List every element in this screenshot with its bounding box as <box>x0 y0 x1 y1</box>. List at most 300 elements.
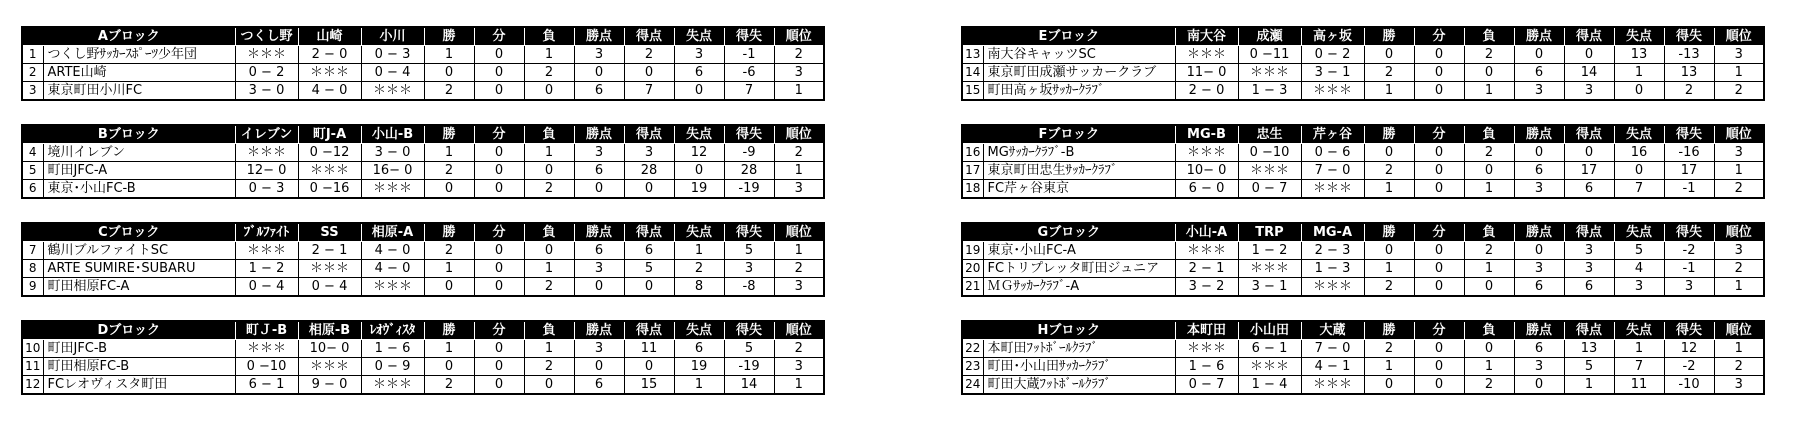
stat-header: 勝 <box>1364 321 1414 340</box>
stat-value: 2 <box>1664 82 1714 101</box>
stat-value: 0 <box>1414 144 1464 162</box>
stat-value: 1 <box>524 260 574 278</box>
team-name: 町田大蔵ﾌｯﾄﾎﾞｰﾙｸﾗﾌﾞ <box>983 376 1175 395</box>
stat-header: 分 <box>1414 27 1464 46</box>
stat-value: -1 <box>1664 260 1714 278</box>
team-name: つくし野ｻｯｶｰｽﾎﾟｰﾂ少年団 <box>43 46 235 64</box>
stat-header: 得失 <box>1664 27 1714 46</box>
stat-value: 2 <box>674 260 724 278</box>
match-score: 4 − 0 <box>298 82 361 101</box>
match-score: 0 −12 <box>298 144 361 162</box>
block-header-row <box>962 223 1764 242</box>
stat-value: 1 <box>1714 162 1764 180</box>
block-table <box>961 222 1765 297</box>
stat-value: 1 <box>1364 358 1414 376</box>
stat-value: 2 <box>424 82 474 101</box>
stat-value: 3 <box>1564 242 1614 260</box>
opponent-header: 相原-A <box>361 223 424 242</box>
team-number: 11 <box>22 358 43 376</box>
stat-value: -19 <box>724 180 774 199</box>
match-score: ＊＊＊ <box>1301 82 1364 101</box>
block-table <box>961 124 1765 199</box>
block-header-row <box>22 27 824 46</box>
match-score: ＊＊＊ <box>1238 260 1301 278</box>
stat-value: 0 <box>474 180 524 199</box>
stat-header: 順位 <box>774 125 824 144</box>
stat-value: 1 <box>524 340 574 358</box>
match-score: ＊＊＊ <box>1175 46 1238 64</box>
match-score: 0 − 3 <box>361 46 424 64</box>
stat-value: 3 <box>1514 82 1564 101</box>
stat-header: 得失 <box>724 321 774 340</box>
stat-value: 2 <box>1714 82 1764 101</box>
team-name: 本町田ﾌｯﾄﾎﾞｰﾙｸﾗﾌﾞ <box>983 340 1175 358</box>
stat-header: 得失 <box>724 125 774 144</box>
opponent-header: TRP <box>1238 223 1301 242</box>
match-score: ＊＊＊ <box>361 82 424 101</box>
match-score: 0 −10 <box>1238 144 1301 162</box>
match-score: 6 − 0 <box>1175 180 1238 199</box>
stat-value: 2 <box>424 376 474 395</box>
opponent-header: 小山-A <box>1175 223 1238 242</box>
stat-header: 分 <box>1414 321 1464 340</box>
stat-value: 6 <box>674 64 724 82</box>
stat-header: 順位 <box>774 321 824 340</box>
stat-value: 6 <box>574 162 624 180</box>
team-number: 21 <box>962 278 983 297</box>
opponent-header: 成瀬 <box>1238 27 1301 46</box>
stat-header: 勝 <box>424 27 474 46</box>
block-title: Dブロック <box>22 321 235 340</box>
match-score: ＊＊＊ <box>298 64 361 82</box>
stat-value: 1 <box>424 340 474 358</box>
stat-value: 0 <box>1464 340 1514 358</box>
team-name: FCトリプレッタ町田ジュニア <box>983 260 1175 278</box>
stat-value: 0 <box>1514 144 1564 162</box>
stat-value: 6 <box>574 376 624 395</box>
stat-value: 0 <box>474 260 524 278</box>
block-title: Eブロック <box>962 27 1175 46</box>
block-header-row <box>962 27 1764 46</box>
stat-value: 6 <box>574 82 624 101</box>
stat-value: 0 <box>1364 46 1414 64</box>
team-number: 10 <box>22 340 43 358</box>
stat-header: 失点 <box>1614 27 1664 46</box>
stat-value: 0 <box>1414 376 1464 395</box>
stat-value: 0 <box>1514 46 1564 64</box>
team-number: 1 <box>22 46 43 64</box>
match-score: 7 − 0 <box>1301 162 1364 180</box>
stat-value: 0 <box>624 278 674 297</box>
team-name: 町田･小山田ｻｯｶｰｸﾗﾌﾞ <box>983 358 1175 376</box>
stat-header: 得点 <box>1564 321 1614 340</box>
stat-value: 0 <box>674 162 724 180</box>
stat-value: 0 <box>1464 278 1514 297</box>
stat-value: -1 <box>1664 180 1714 199</box>
stat-header: 得点 <box>624 27 674 46</box>
match-score: ＊＊＊ <box>235 340 298 358</box>
team-number: 20 <box>962 260 983 278</box>
opponent-header: ﾌﾞﾙﾌｧｲﾄ <box>235 223 298 242</box>
match-score: 7 − 0 <box>1301 340 1364 358</box>
match-score: 0 − 4 <box>235 278 298 297</box>
stat-value: 3 <box>1714 46 1764 64</box>
stat-value: 2 <box>1714 180 1764 199</box>
stat-value: 6 <box>1514 64 1564 82</box>
stat-header: 勝点 <box>574 321 624 340</box>
match-score: 10− 0 <box>1175 162 1238 180</box>
stat-value: 0 <box>474 358 524 376</box>
stat-value: 15 <box>624 376 674 395</box>
team-name: FC芹ヶ谷東京 <box>983 180 1175 199</box>
team-number: 6 <box>22 180 43 199</box>
stat-value: 2 <box>524 278 574 297</box>
match-score: ＊＊＊ <box>1238 358 1301 376</box>
match-score: 6 − 1 <box>235 376 298 395</box>
match-score: ＊＊＊ <box>361 278 424 297</box>
stat-header: 順位 <box>774 27 824 46</box>
match-score: 0 − 7 <box>1238 180 1301 199</box>
stat-value: 6 <box>624 242 674 260</box>
stat-header: 失点 <box>674 125 724 144</box>
team-name: 町田高ヶ坂ｻｯｶｰｸﾗﾌﾞ <box>983 82 1175 101</box>
stat-value: 0 <box>1514 376 1564 395</box>
match-score: ＊＊＊ <box>1238 64 1301 82</box>
opponent-header: 本町田 <box>1175 321 1238 340</box>
match-score: ＊＊＊ <box>1175 340 1238 358</box>
stat-value: -2 <box>1664 242 1714 260</box>
stat-header: 負 <box>1464 125 1514 144</box>
stat-value: -1 <box>724 46 774 64</box>
stat-value: 0 <box>474 242 524 260</box>
stat-header: 得失 <box>1664 223 1714 242</box>
team-row <box>962 82 1764 101</box>
stat-value: 2 <box>1464 242 1514 260</box>
match-score: 0 − 6 <box>1301 144 1364 162</box>
stat-value: 3 <box>574 340 624 358</box>
stat-value: 0 <box>574 358 624 376</box>
stat-value: 2 <box>1364 278 1414 297</box>
stat-value: 3 <box>1714 376 1764 395</box>
stat-value: -13 <box>1664 46 1714 64</box>
team-row <box>22 242 824 260</box>
team-row <box>22 358 824 376</box>
stat-value: 0 <box>1514 242 1564 260</box>
team-number: 15 <box>962 82 983 101</box>
team-name: 東京町田成瀬サッカークラブ <box>983 64 1175 82</box>
stat-value: 3 <box>1514 358 1564 376</box>
stat-value: 2 <box>774 144 824 162</box>
team-number: 19 <box>962 242 983 260</box>
stat-value: 0 <box>474 162 524 180</box>
stat-value: 2 <box>774 340 824 358</box>
stat-value: 1 <box>1464 180 1514 199</box>
stat-header: 分 <box>474 223 524 242</box>
stat-header: 失点 <box>1614 125 1664 144</box>
stat-header: 勝 <box>424 125 474 144</box>
team-row <box>22 46 824 64</box>
stat-value: 5 <box>1564 358 1614 376</box>
stat-header: 負 <box>1464 223 1514 242</box>
stat-value: 5 <box>1614 242 1664 260</box>
stat-value: 1 <box>674 242 724 260</box>
stat-value: 16 <box>1614 144 1664 162</box>
stat-value: 5 <box>724 242 774 260</box>
match-score: ＊＊＊ <box>1301 180 1364 199</box>
stat-value: 0 <box>1414 162 1464 180</box>
stat-value: 1 <box>774 82 824 101</box>
match-score: 9 − 0 <box>298 376 361 395</box>
stat-value: 1 <box>1714 64 1764 82</box>
opponent-header: つくし野 <box>235 27 298 46</box>
stat-header: 分 <box>474 125 524 144</box>
stat-value: 1 <box>424 144 474 162</box>
block-title: Hブロック <box>962 321 1175 340</box>
stat-value: 1 <box>1464 358 1514 376</box>
stat-value: -16 <box>1664 144 1714 162</box>
team-name: ARTE山崎 <box>43 64 235 82</box>
stat-header: 失点 <box>1614 321 1664 340</box>
match-score: 1 − 3 <box>1301 260 1364 278</box>
opponent-header: 小山-B <box>361 125 424 144</box>
stat-value: 7 <box>1614 358 1664 376</box>
stat-header: 勝点 <box>1514 27 1564 46</box>
stat-value: 1 <box>1464 260 1514 278</box>
stat-value: 0 <box>524 82 574 101</box>
stat-value: 3 <box>624 144 674 162</box>
stat-value: 6 <box>1514 340 1564 358</box>
team-number: 5 <box>22 162 43 180</box>
block-table <box>21 320 825 395</box>
stat-value: 2 <box>1364 162 1414 180</box>
match-score: 0 − 3 <box>235 180 298 199</box>
stat-header: 勝 <box>1364 125 1414 144</box>
stat-value: 12 <box>674 144 724 162</box>
stat-value: 1 <box>1614 64 1664 82</box>
stat-value: 1 <box>774 376 824 395</box>
match-score: 10− 0 <box>298 340 361 358</box>
stat-header: 勝点 <box>1514 223 1564 242</box>
stat-value: 5 <box>624 260 674 278</box>
match-score: ＊＊＊ <box>298 260 361 278</box>
match-score: 12− 0 <box>235 162 298 180</box>
stat-value: 11 <box>1614 376 1664 395</box>
block-title: Gブロック <box>962 223 1175 242</box>
match-score: 2 − 1 <box>298 242 361 260</box>
opponent-header: 山崎 <box>298 27 361 46</box>
team-name: 町田JFC-A <box>43 162 235 180</box>
stat-value: 3 <box>574 144 624 162</box>
stat-value: 3 <box>1664 278 1714 297</box>
block-table <box>21 26 825 101</box>
match-score: ＊＊＊ <box>361 376 424 395</box>
stat-value: 13 <box>1664 64 1714 82</box>
stat-value: 6 <box>1514 162 1564 180</box>
match-score: 1 − 2 <box>235 260 298 278</box>
team-name: ＭＧｻｯｶｰｸﾗﾌﾞ-A <box>983 278 1175 297</box>
team-row <box>22 180 824 199</box>
stat-value: 0 <box>1464 64 1514 82</box>
stat-value: 0 <box>524 242 574 260</box>
team-number: 23 <box>962 358 983 376</box>
stat-value: 3 <box>774 278 824 297</box>
stat-header: 勝 <box>1364 27 1414 46</box>
team-number: 14 <box>962 64 983 82</box>
stat-value: 2 <box>1364 340 1414 358</box>
match-score: 3 − 2 <box>1175 278 1238 297</box>
match-score: 4 − 0 <box>361 260 424 278</box>
stat-header: 勝点 <box>574 27 624 46</box>
team-row <box>22 340 824 358</box>
match-score: 0 − 2 <box>235 64 298 82</box>
block-title: Aブロック <box>22 27 235 46</box>
team-name: 町田相原FC-B <box>43 358 235 376</box>
opponent-header: 相原-B <box>298 321 361 340</box>
stat-header: 失点 <box>674 27 724 46</box>
stat-header: 得失 <box>724 223 774 242</box>
stat-header: 勝 <box>424 223 474 242</box>
team-name: 南大谷キャッツSC <box>983 46 1175 64</box>
team-row <box>22 376 824 395</box>
stat-value: 0 <box>474 82 524 101</box>
team-number: 8 <box>22 260 43 278</box>
team-row <box>962 260 1764 278</box>
match-score: ＊＊＊ <box>1238 162 1301 180</box>
stat-value: 17 <box>1564 162 1614 180</box>
stat-value: 0 <box>474 144 524 162</box>
match-score: 16− 0 <box>361 162 424 180</box>
stat-value: 3 <box>674 46 724 64</box>
stat-value: 0 <box>1364 376 1414 395</box>
stat-value: 3 <box>1564 82 1614 101</box>
block-table <box>21 124 825 199</box>
team-row <box>962 46 1764 64</box>
stat-value: 0 <box>1414 242 1464 260</box>
stat-value: 6 <box>574 242 624 260</box>
stat-value: 0 <box>1414 82 1464 101</box>
stat-value: 14 <box>724 376 774 395</box>
stat-value: 3 <box>1564 260 1614 278</box>
stat-value: 0 <box>1414 46 1464 64</box>
stat-value: 3 <box>1714 242 1764 260</box>
stat-value: 0 <box>474 376 524 395</box>
stat-value: 13 <box>1614 46 1664 64</box>
match-score: 0 −16 <box>298 180 361 199</box>
stat-value: -8 <box>724 278 774 297</box>
block-title: Bブロック <box>22 125 235 144</box>
stat-value: 1 <box>524 46 574 64</box>
stat-value: 0 <box>1414 180 1464 199</box>
stat-header: 順位 <box>1714 223 1764 242</box>
opponent-header: 町Ｊ-B <box>235 321 298 340</box>
stat-value: 3 <box>774 358 824 376</box>
match-score: 4 − 0 <box>361 242 424 260</box>
match-score: 0 − 4 <box>361 64 424 82</box>
team-number: 3 <box>22 82 43 101</box>
team-number: 13 <box>962 46 983 64</box>
stat-value: 2 <box>524 180 574 199</box>
stat-value: 0 <box>1414 260 1464 278</box>
match-score: ＊＊＊ <box>235 144 298 162</box>
block-header-row <box>962 125 1764 144</box>
stat-header: 負 <box>1464 27 1514 46</box>
stat-value: 2 <box>1464 376 1514 395</box>
team-name: 町田相原FC-A <box>43 278 235 297</box>
match-score: 3 − 1 <box>1238 278 1301 297</box>
stat-value: 0 <box>424 64 474 82</box>
stat-value: 1 <box>1364 180 1414 199</box>
stat-value: 6 <box>1514 278 1564 297</box>
match-score: ＊＊＊ <box>1175 242 1238 260</box>
stat-value: 8 <box>674 278 724 297</box>
opponent-header: MG-A <box>1301 223 1364 242</box>
team-row <box>22 144 824 162</box>
match-score: 0 − 9 <box>361 358 424 376</box>
match-score: 1 − 2 <box>1238 242 1301 260</box>
opponent-header: 高ヶ坂 <box>1301 27 1364 46</box>
stat-value: 7 <box>724 82 774 101</box>
stat-value: 7 <box>624 82 674 101</box>
stat-value: 3 <box>1714 144 1764 162</box>
stat-value: 1 <box>1364 82 1414 101</box>
stat-value: -6 <box>724 64 774 82</box>
stat-value: 0 <box>1364 242 1414 260</box>
stat-header: 失点 <box>674 223 724 242</box>
stat-value: 0 <box>1364 144 1414 162</box>
stat-value: 3 <box>574 260 624 278</box>
stat-value: 0 <box>524 162 574 180</box>
team-number: 18 <box>962 180 983 199</box>
team-name: 鶴川ブルファイトSC <box>43 242 235 260</box>
stat-value: 3 <box>724 260 774 278</box>
stat-value: 7 <box>1614 180 1664 199</box>
stat-value: 1 <box>1714 340 1764 358</box>
stat-header: 得点 <box>1564 125 1614 144</box>
stat-header: 勝点 <box>1514 125 1564 144</box>
stat-value: 0 <box>624 64 674 82</box>
stat-header: 負 <box>524 125 574 144</box>
stat-value: 1 <box>424 260 474 278</box>
stat-value: 2 <box>1464 46 1514 64</box>
stat-value: 0 <box>474 340 524 358</box>
stat-header: 得失 <box>1664 125 1714 144</box>
stat-header: 分 <box>1414 223 1464 242</box>
opponent-header: 芹ヶ谷 <box>1301 125 1364 144</box>
match-score: 1 − 4 <box>1238 376 1301 395</box>
stat-value: 0 <box>424 180 474 199</box>
team-row <box>22 162 824 180</box>
opponent-header: 小山田 <box>1238 321 1301 340</box>
opponent-header: SS <box>298 223 361 242</box>
stat-header: 分 <box>474 321 524 340</box>
stat-header: 得点 <box>1564 223 1614 242</box>
stat-value: 6 <box>1564 180 1614 199</box>
team-row <box>962 64 1764 82</box>
stat-value: 3 <box>1614 278 1664 297</box>
match-score: 3 − 0 <box>361 144 424 162</box>
stat-value: 0 <box>624 358 674 376</box>
stat-header: 得失 <box>724 27 774 46</box>
opponent-header: ﾚｵｳﾞｨｽﾀ <box>361 321 424 340</box>
team-name: ARTE SUMIRE･SUBARU <box>43 260 235 278</box>
match-score: 3 − 1 <box>1301 64 1364 82</box>
match-score: ＊＊＊ <box>298 358 361 376</box>
block-header-row <box>962 321 1764 340</box>
stat-value: 2 <box>774 46 824 64</box>
stat-header: 勝 <box>1364 223 1414 242</box>
block-header-row <box>22 223 824 242</box>
stat-value: 3 <box>774 180 824 199</box>
